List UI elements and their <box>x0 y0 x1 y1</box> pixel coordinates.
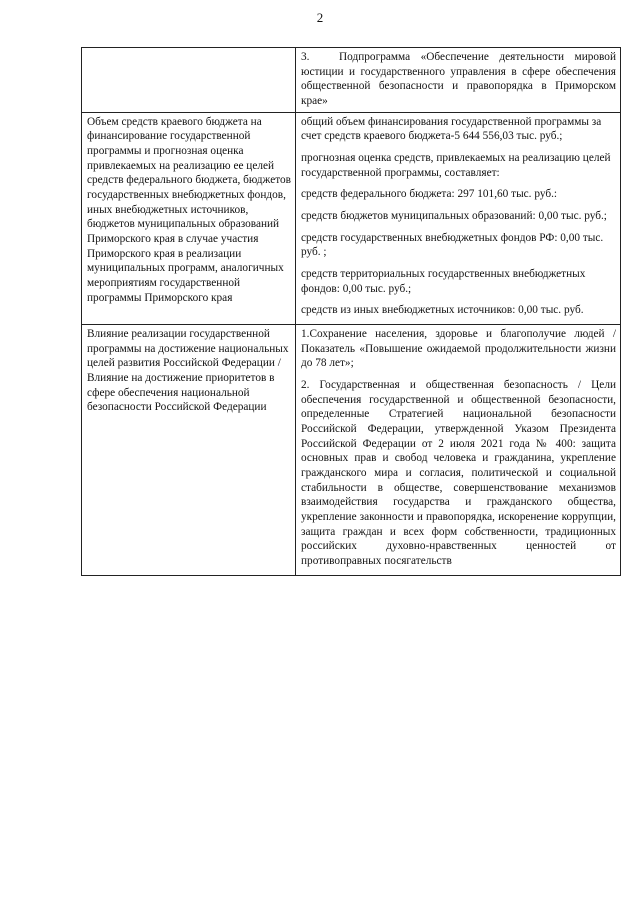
subprogram-title-cell <box>296 48 621 113</box>
funding-federal: средств федерального бюджета: 297 101,60 тыс. руб.: <box>301 188 558 201</box>
subprogram-title: Подпрограмма «Обеспечение деятельности мировой юстиции и государственного управления в сфере обеспечения общественной безопасности и правопорядка в Приморском крае» <box>301 51 616 108</box>
funding-forecast-intro: прогнозная оценка средств, привлекаемых на реализацию целей государственной программы, составляет: <box>301 152 611 179</box>
subprogram-number: 3. <box>301 51 310 63</box>
funding-municipal: средств бюджетов муниципальных образований: 0,00 тыс. руб.; <box>301 210 607 223</box>
subprogram-row <box>82 48 621 113</box>
impact-item-population: 1.Сохранение населения, здоровье и благополучие людей / Показатель «Повышение ожидаемой продолжительности жизни до 78 лет»; <box>301 328 616 370</box>
funding-state-funds: средств государственных внебюджетных фондов РФ: 0,00 тыс. руб. ; <box>301 231 604 259</box>
program-passport-table <box>81 47 621 576</box>
impact-label: Влияние реализации государственной программы на достижение национальных целей развития Российской Федерации / Влияние на достижение приоритетов в сфере обеспечения национальной безопасности Российской Федерации <box>82 325 296 576</box>
impact-row <box>82 325 621 576</box>
funding-values-cell <box>296 112 621 324</box>
page-number: 2 <box>316 10 324 25</box>
funding-territorial-funds: средств территориальных государственных внебюджетных фондов: 0,00 тыс. руб.; <box>301 268 586 295</box>
funding-total: общий объем финансирования государственной программы за счет средств краевого бюджета-5 644 556,03 тыс. руб.; <box>301 115 602 143</box>
impact-values-cell <box>296 325 621 576</box>
subprogram-left-cell <box>82 48 296 113</box>
impact-item-security: 2. Государственная и общественная безопасность / Цели обеспечения государственной и общественной безопасности, определенные Стратегией национальной безопасности Российской Федерации, утвержденной Указом Президента Российской Федерации от 2 июля 2021 года № 400: защита основных прав и свобод человека и гражданина, укрепление гражданского мира и согласия, политической и социальной стабильности в обществе, совершенствование механизмов взаимодействия государства и гражданского общества, укрепление законности и правопорядка, искоренение коррупции, защита граждан и всех форм собственности, традиционных российских духовно-нравственных ценностей от противоправных посягательств <box>301 379 616 568</box>
funding-label: Объем средств краевого бюджета на финансирование государственной программы и прогнозная оценка привлекаемых на реализацию ее целей средств федерального бюджета, бюджетов государственных внебюджетных фондов, иных внебюджетных источников, бюджетов муниципальных образований Приморского края в случае участия Приморского края в реализации муниципальных программ, аналогичных мероприятиям государственной программы Приморского края <box>82 112 296 324</box>
funding-row <box>82 112 621 324</box>
funding-other-sources: средств из иных внебюджетных источников: 0,00 тыс. руб. <box>301 304 584 317</box>
